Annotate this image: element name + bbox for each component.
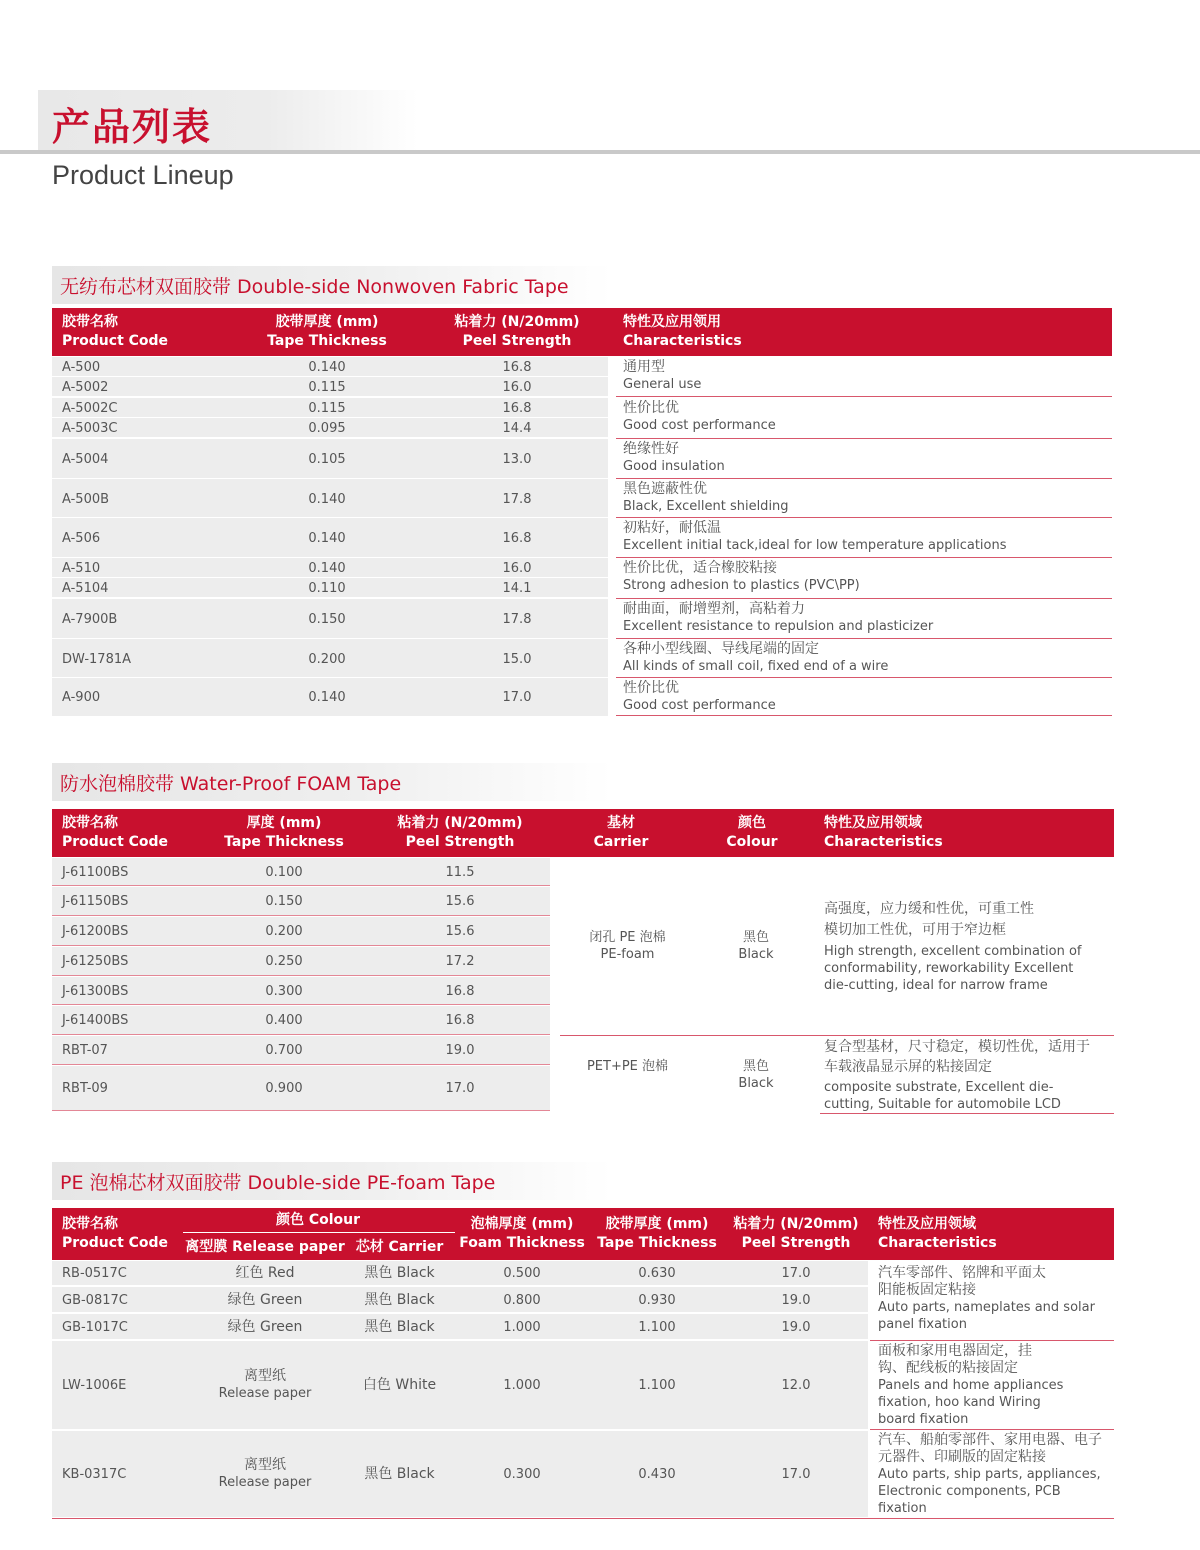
table-header-pefoam <box>52 1208 1114 1260</box>
carrier-cell: 黑色 Black <box>364 1318 435 1335</box>
peel-cell: 15.6 <box>445 894 475 909</box>
thickness-cell: 0.430 <box>638 1467 676 1482</box>
characteristics-cn: 面板和家用电器固定，挂钩、配线板的粘接固定 <box>878 1343 1032 1376</box>
peel-cell: 19.0 <box>445 1043 475 1058</box>
release-paper-cell-cn: 离型纸 <box>244 1457 286 1473</box>
thickness-cell: 0.110 <box>308 581 346 596</box>
characteristics-en: General use <box>623 377 702 392</box>
characteristics-en: Black, Excellent shielding <box>623 499 789 514</box>
section-heading-nonwoven <box>52 266 612 304</box>
thickness-cell: 1.100 <box>638 1378 676 1393</box>
product-code-cell: J-61250BS <box>62 954 129 969</box>
characteristics-cell: 复合型基材，尺寸稳定，模切性优，适用于 车载液晶显示屏的粘接固定 composite substrate, Excellent die-cutting, Suitable for automobile LCD <box>824 1039 1090 1112</box>
foam-thickness-cell: 0.500 <box>503 1266 541 1281</box>
release-paper-cell-en: Release paper <box>218 1386 312 1401</box>
col-carrier-header: 芯材 Carrier <box>355 1239 444 1255</box>
peel-cell: 15.0 <box>502 651 532 667</box>
col-peel-header: 粘着力 (N/20mm) Peel Strength <box>397 815 523 850</box>
thickness-cell: 0.105 <box>308 452 346 467</box>
carrier-cell: PET+PE 泡棉 <box>586 1059 669 1074</box>
foam-thickness-cell: 1.000 <box>503 1319 541 1335</box>
characteristics-en: All kinds of small coil, fixed end of a wire <box>623 659 889 674</box>
col-code-header: 胶带名称 Product Code <box>62 1216 169 1251</box>
thickness-cell: 0.250 <box>265 954 303 969</box>
col-carrier-header: 基材 Carrier <box>593 815 649 850</box>
release-paper-cell: 绿色 Green <box>227 1291 303 1308</box>
header-divider <box>183 1232 455 1233</box>
table-bottom-rule <box>52 1518 870 1519</box>
foam-thickness-cell: 1.000 <box>503 1378 541 1393</box>
peel-cell: 17.0 <box>445 1081 475 1096</box>
peel-cell: 14.4 <box>502 421 532 436</box>
characteristics-cn: 性价比优，适合橡胶粘接 <box>623 560 777 576</box>
peel-cell: 16.0 <box>502 380 532 395</box>
product-code-cell: J-61200BS <box>62 924 129 939</box>
peel-cell: 11.5 <box>445 864 475 880</box>
row-divider <box>820 1113 1114 1114</box>
carrier-cell: 黑色 Black <box>364 1466 435 1482</box>
col-colour-header: 颜色 Colour <box>275 1212 361 1228</box>
col-code-header: 胶带名称 Product Code <box>62 815 169 850</box>
row-divider <box>52 1034 550 1035</box>
row-divider <box>616 677 1112 678</box>
row-divider <box>616 478 1112 479</box>
characteristics-cn: 耐曲面，耐增塑剂，高粘着力 <box>623 601 805 617</box>
col-colour-header: 颜色 Colour <box>726 815 778 850</box>
characteristics-cn: 性价比优 <box>623 400 679 416</box>
row-divider <box>616 715 1112 716</box>
row-divider <box>616 517 1112 518</box>
peel-cell: 19.0 <box>781 1319 811 1335</box>
characteristics-en: Good insulation <box>623 459 725 474</box>
row-divider <box>870 1340 1114 1341</box>
thickness-cell: 0.140 <box>308 360 346 375</box>
section-heading-foam <box>52 763 612 801</box>
characteristics-cn: 通用型 <box>623 359 665 375</box>
title-divider <box>0 150 1200 154</box>
carrier-cell: 闭孔 PE 泡棉 PE-foam <box>589 930 666 962</box>
product-code-cell: RBT-07 <box>62 1043 108 1058</box>
carrier-cell: 白色 White <box>362 1377 437 1393</box>
peel-cell: 16.8 <box>445 1013 475 1028</box>
characteristics-cn: 各种小型线圈、导线尾端的固定 <box>623 641 819 657</box>
peel-cell: 12.0 <box>781 1378 811 1393</box>
release-paper-cell: 绿色 Green <box>227 1318 303 1335</box>
product-code-cell: J-61100BS <box>62 864 129 880</box>
row-divider <box>616 396 1112 397</box>
thickness-cell: 0.140 <box>308 531 346 546</box>
row-divider <box>616 557 1112 558</box>
characteristics-en: Auto parts, ship parts, appliances, Electronic components, PCB fixation <box>878 1467 1101 1516</box>
col-foam-thickness-header: 泡棉厚度 (mm) Foam Thickness <box>459 1216 585 1251</box>
row-divider <box>52 885 550 886</box>
thickness-cell: 0.115 <box>308 380 346 395</box>
characteristics-cn: 汽车、船舶零部件、家用电器、电子元器件、印刷版的固定粘接 <box>878 1432 1102 1465</box>
characteristics-en: Excellent resistance to repulsion and plasticizer <box>623 619 934 634</box>
product-code-cell: A-5002C <box>62 401 118 416</box>
peel-cell: 16.8 <box>502 360 532 375</box>
thickness-cell: 0.150 <box>308 612 346 627</box>
thickness-cell: 0.095 <box>308 421 346 436</box>
characteristics-cell <box>878 1432 1114 1517</box>
peel-cell: 15.6 <box>445 924 475 939</box>
row-divider <box>52 975 550 976</box>
thickness-cell: 0.150 <box>265 894 303 909</box>
product-code-cell: J-61400BS <box>62 1013 129 1028</box>
peel-cell: 17.8 <box>502 612 532 627</box>
characteristics-cn: 初粘好，耐低温 <box>623 520 721 536</box>
characteristics-cn: 绝缘性好 <box>623 441 679 457</box>
peel-cell: 17.2 <box>445 954 475 969</box>
product-code-cell: LW-1006E <box>62 1378 127 1393</box>
peel-cell: 16.0 <box>502 561 532 576</box>
col-char-header: 特性及应用领用 Characteristics <box>623 314 742 349</box>
product-code-cell: GB-0817C <box>62 1292 128 1308</box>
peel-cell: 17.8 <box>502 491 532 507</box>
peel-cell: 19.0 <box>781 1292 811 1308</box>
product-code-cell: A-500B <box>62 491 110 507</box>
row-divider <box>52 1064 550 1065</box>
thickness-cell: 0.140 <box>308 561 346 576</box>
product-code-cell: A-506 <box>62 531 101 546</box>
characteristics-en: Good cost performance <box>623 418 776 433</box>
peel-cell: 17.0 <box>502 690 532 705</box>
product-code-cell: A-5002 <box>62 380 109 395</box>
colour-cell: 黑色 Black <box>738 1059 774 1091</box>
table-header-foam <box>52 809 1114 857</box>
page-title-en: Product Lineup <box>52 160 234 190</box>
product-code-cell: KB-0317C <box>62 1467 127 1482</box>
carrier-cell: 黑色 Black <box>364 1265 435 1281</box>
thickness-cell: 0.900 <box>265 1081 303 1096</box>
characteristics-cn: 黑色遮蔽性优 <box>623 481 707 497</box>
row-divider <box>870 1429 1114 1430</box>
row-divider <box>870 1518 1114 1519</box>
peel-cell: 14.1 <box>502 581 532 596</box>
thickness-cell: 0.100 <box>265 864 303 880</box>
peel-cell: 13.0 <box>502 452 532 467</box>
section-title: 无纺布芯材双面胶带 Double-side Nonwoven Fabric Tape <box>60 276 569 298</box>
col-thickness-header: 厚度 (mm) Tape Thickness <box>224 815 344 850</box>
peel-cell: 16.8 <box>502 401 532 416</box>
product-code-cell: J-61300BS <box>62 983 129 999</box>
section-title: 防水泡棉胶带 Water-Proof FOAM Tape <box>60 773 402 795</box>
product-code-cell: J-61150BS <box>62 894 129 909</box>
thickness-cell: 0.400 <box>265 1013 303 1028</box>
product-code-cell: A-500 <box>62 360 101 375</box>
product-code-cell: A-510 <box>62 561 101 576</box>
thickness-cell: 0.930 <box>638 1292 676 1308</box>
release-paper-cell: 红色 Red <box>235 1265 295 1281</box>
product-code-cell: RBT-09 <box>62 1081 108 1096</box>
col-release-header: 离型膜 Release paper <box>185 1239 345 1255</box>
col-code-header: 胶带名称 Product Code <box>62 314 169 349</box>
characteristics-cn: 汽车零部件、铭牌和平面太阳能板固定粘接 <box>878 1265 1046 1298</box>
release-paper-cell-cn: 离型纸 <box>244 1368 286 1384</box>
product-code-cell: A-900 <box>62 690 101 705</box>
page-title-cn: 产品列表 <box>52 105 213 149</box>
product-code-cell: A-7900B <box>62 612 118 627</box>
thickness-cell: 0.300 <box>265 983 303 999</box>
product-code-cell: A-5104 <box>62 581 109 596</box>
characteristics-en: Panels and home appliances fixation, hoo kand Wiring board fixation <box>878 1378 1064 1427</box>
thickness-cell: 0.700 <box>265 1043 303 1058</box>
row-divider <box>616 638 1112 639</box>
foam-thickness-cell: 0.300 <box>503 1467 541 1482</box>
colour-cell: 黑色 Black <box>738 930 774 962</box>
foam-thickness-cell: 0.800 <box>503 1292 541 1308</box>
thickness-cell: 0.630 <box>638 1266 676 1281</box>
carrier-cell: 黑色 Black <box>364 1291 435 1308</box>
product-code-cell: A-5003C <box>62 421 118 436</box>
row-divider <box>52 945 550 946</box>
col-char-header: 特性及应用领域 Characteristics <box>824 815 943 850</box>
characteristics-cell <box>878 1265 1114 1333</box>
product-code-cell: RB-0517C <box>62 1266 127 1281</box>
col-thickness-header: 胶带厚度 (mm) Tape Thickness <box>597 1216 717 1251</box>
col-char-header: 特性及应用领域 Characteristics <box>878 1216 997 1251</box>
characteristics-cell: 高强度，应力缓和性优，可重工性 模切加工性优，可用于窄边框 High strength, excellent combination of conformability, reworkability Excellent die-cutting, ideal for narrow frame <box>824 901 1082 993</box>
thickness-cell: 0.200 <box>265 924 303 939</box>
characteristics-cn: 性价比优 <box>623 680 679 696</box>
table-header-nonwoven <box>52 308 1112 356</box>
product-code-cell: A-5004 <box>62 452 109 467</box>
section-heading-pefoam <box>52 1162 612 1200</box>
peel-cell: 17.0 <box>781 1467 811 1482</box>
col-peel-header: 粘着力 (N/20mm) Peel Strength <box>454 314 580 349</box>
peel-cell: 16.8 <box>502 531 532 546</box>
thickness-cell: 1.100 <box>638 1319 676 1335</box>
peel-cell: 17.0 <box>781 1266 811 1281</box>
row-divider <box>560 1035 1114 1036</box>
characteristics-cell <box>878 1343 1114 1428</box>
product-code-cell: GB-1017C <box>62 1319 128 1335</box>
characteristics-en: Strong adhesion to plastics (PVC\PP) <box>623 578 860 593</box>
thickness-cell: 0.140 <box>308 491 346 507</box>
thickness-cell: 0.140 <box>308 690 346 705</box>
row-divider <box>52 1004 550 1005</box>
peel-cell: 16.8 <box>445 983 475 999</box>
thickness-cell: 0.115 <box>308 401 346 416</box>
characteristics-en: Excellent initial tack,ideal for low temperature applications <box>623 538 1007 553</box>
col-thickness-header: 胶带厚度 (mm) Tape Thickness <box>267 314 387 349</box>
section-title: PE 泡棉芯材双面胶带 Double-side PE-foam Tape <box>60 1172 496 1194</box>
row-divider <box>616 598 1112 599</box>
characteristics-en: Auto parts, nameplates and solar panel fixation <box>878 1300 1095 1332</box>
row-divider <box>52 1110 550 1111</box>
release-paper-cell-en: Release paper <box>218 1475 312 1490</box>
row-divider <box>52 915 550 916</box>
thickness-cell: 0.200 <box>308 651 346 667</box>
col-peel-header: 粘着力 (N/20mm) Peel Strength <box>733 1216 859 1251</box>
product-code-cell: DW-1781A <box>62 651 132 667</box>
row-divider <box>616 438 1112 439</box>
characteristics-en: Good cost performance <box>623 698 776 713</box>
